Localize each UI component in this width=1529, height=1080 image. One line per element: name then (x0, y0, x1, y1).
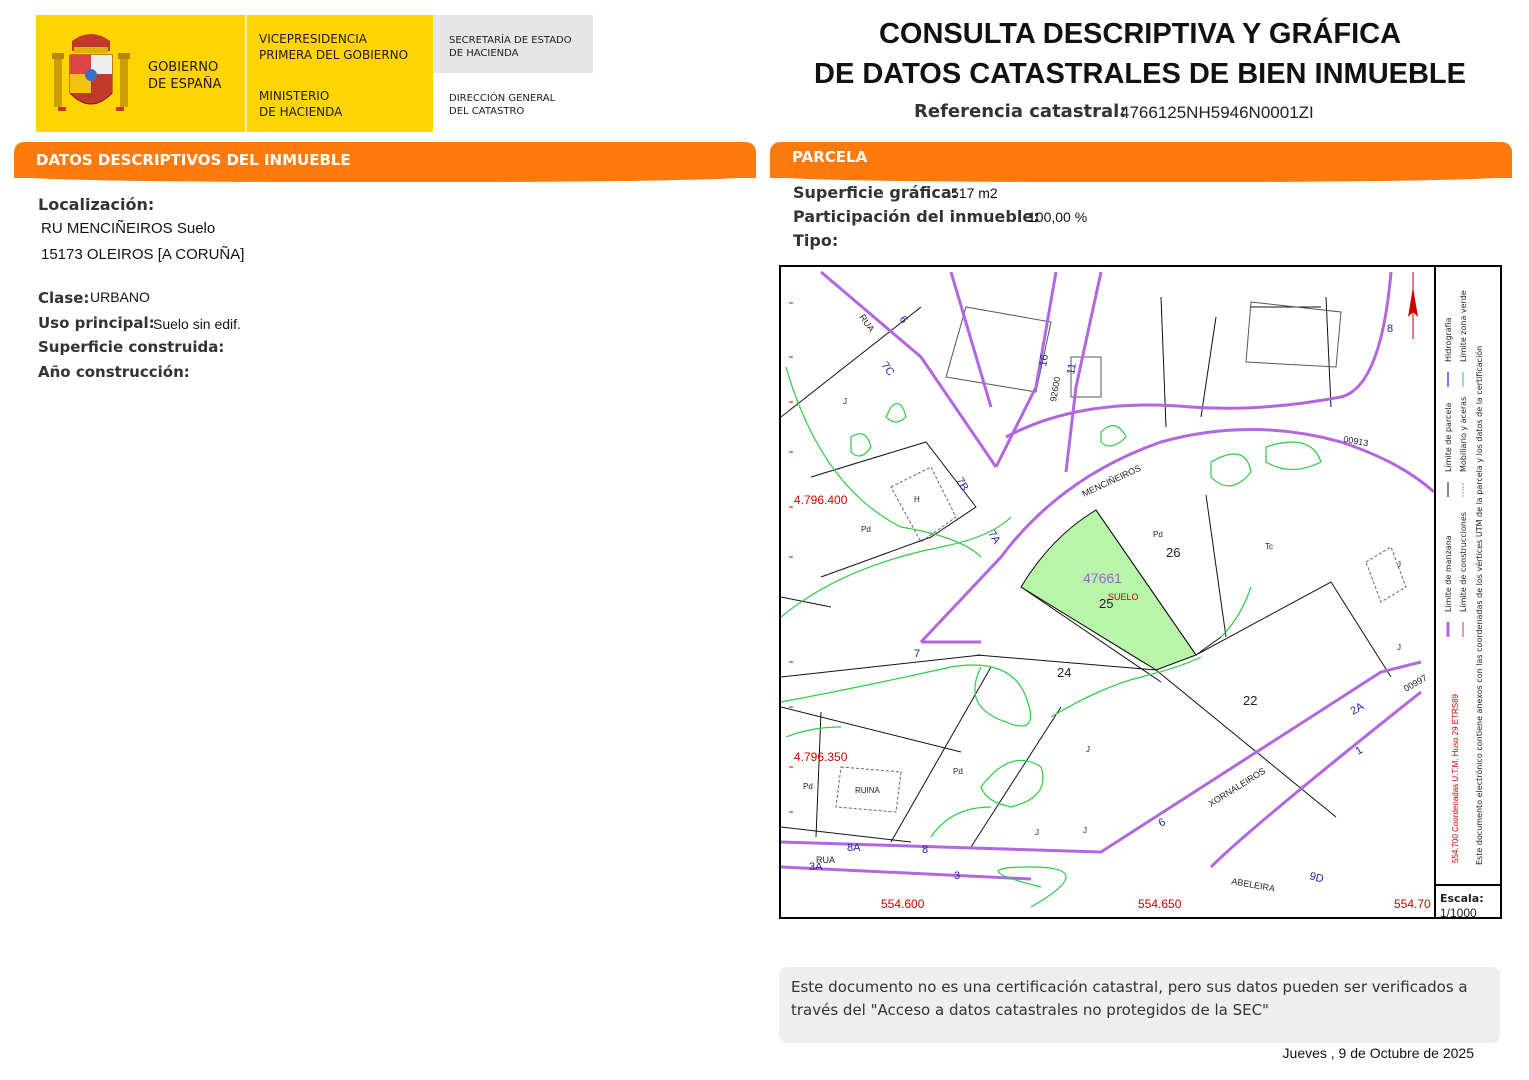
descriptivos-header (14, 142, 756, 178)
legend-coord-note: 554.700 Coordenadas U.T.M. Huso 29 ETRS89 (1451, 694, 1460, 863)
legend-limite-parcela: Límite de parcela (1444, 402, 1453, 472)
logo-divider (245, 15, 247, 132)
ministerio-text: MINISTERIO DE HACIENDA (259, 89, 343, 119)
map-small-label: Tc (1265, 542, 1273, 551)
map-small-label: J (1397, 560, 1401, 569)
map-coord-y: 4.796.400 (794, 493, 848, 507)
map-code-92600: 92600 (1048, 375, 1063, 403)
map-house-number: 8 (1387, 323, 1394, 335)
tipo-label: Tipo: (793, 231, 839, 250)
localizacion-line-1: RU MENCIÑEIROS Suelo (41, 220, 216, 237)
map-street-rua-2: RUA (816, 855, 836, 865)
scale-value: 1/1000 (1440, 906, 1477, 919)
page-title (770, 14, 1510, 94)
scale-box (1434, 884, 1500, 917)
map-small-label: J (1397, 643, 1401, 652)
map-code-00997: 00997 (1402, 672, 1429, 694)
cadastral-map[interactable] (779, 265, 1502, 919)
map-house-number: 1 (1353, 744, 1365, 758)
descriptivos-header-title: DATOS DESCRIPTIVOS DEL INMUEBLE (36, 151, 351, 169)
map-coord-y: 4.796.350 (794, 750, 848, 764)
document-date: Jueves , 9 de Octubre de 2025 (1282, 1045, 1474, 1061)
map-small-label: J (1086, 745, 1090, 754)
scale-label: Escala: (1440, 892, 1484, 905)
clase-label: Clase: (38, 289, 90, 307)
localizacion-label: Localización: (38, 195, 155, 214)
map-house-number: 11 (1065, 362, 1079, 376)
superficie-grafica-value: 517 m2 (951, 185, 998, 201)
map-house-number: 3A (809, 861, 823, 873)
map-house-number: 7A (985, 528, 1003, 547)
parcela-header-title: PARCELA (792, 148, 868, 166)
map-small-label: J (1035, 828, 1039, 837)
superficie-grafica-label: Superficie gráfica: (793, 183, 959, 202)
map-canvas[interactable] (781, 267, 1434, 917)
secretaria-text: SECRETARÍA DE ESTADO DE HACIENDA (449, 35, 572, 59)
map-house-number: 7B (953, 475, 971, 494)
north-arrow-icon (1408, 272, 1418, 339)
coat-of-arms-icon (50, 29, 132, 119)
map-street-rua-1: RUA (857, 312, 877, 334)
uso-principal-label: Uso principal: (38, 314, 155, 332)
map-small-label: J (843, 397, 847, 406)
map-small-label: Pd (803, 782, 813, 791)
uso-principal-value: Suelo sin edif. (153, 316, 241, 332)
disclaimer-box: Este documento no es una certificación catastral, pero sus datos pueden ser verificados a través del "Acceso a datos catastrales no protegidos de la SEC" (779, 967, 1500, 1043)
parcela-header (770, 142, 1512, 178)
map-parcel-id: 47661 (1083, 570, 1122, 586)
ref-label: Referencia catastral: (914, 101, 1127, 122)
map-code-00913: 00913 (1342, 434, 1370, 449)
map-legend (1434, 267, 1500, 884)
building-outlines-solid (946, 302, 1341, 397)
map-coord-x: 554.650 (1138, 897, 1182, 911)
map-house-number: 8A (847, 842, 861, 854)
map-street-abeleira: ABELEIRA (1230, 876, 1276, 894)
map-small-label: RUINA (855, 786, 880, 795)
legend-limite-manzana: Límite de manzana (1444, 535, 1453, 612)
participacion-label: Participación del inmueble: (793, 207, 1040, 226)
map-plot-25: 25 (1099, 596, 1114, 611)
legend-note: Este documento electrónico contiene anexos con las coordenadas de los vértices UTM de la parcela y los datos de la certificación (1475, 345, 1484, 865)
map-plot-24: 24 (1057, 665, 1072, 680)
map-small-label: Pd (953, 767, 963, 776)
map-street-mencineiros: MENCIÑEIROS (1080, 462, 1143, 499)
map-small-label: Pd (861, 525, 871, 534)
map-plot-22: 22 (1243, 693, 1258, 708)
map-house-number: 6 (896, 313, 910, 326)
superficie-construida-label: Superficie construida: (38, 338, 225, 356)
title-line-1: CONSULTA DESCRIPTIVA Y GRÁFICA (878, 18, 1402, 50)
map-small-label: Pd (1153, 530, 1163, 539)
clase-value: URBANO (90, 289, 150, 305)
legend-hidrografia: Hidrografía (1444, 317, 1453, 362)
map-house-number: 6 (1156, 816, 1168, 830)
ref-value: 4766125NH5946N0001ZI (1120, 103, 1314, 122)
map-parcel-use: SUELO (1108, 592, 1139, 602)
title-line-2: DE DATOS CATASTRALES DE BIEN INMUEBLE (814, 58, 1466, 90)
logo-block (36, 15, 593, 132)
legend-limite-construcciones: Límite de construcciones (1459, 512, 1468, 612)
gobierno-espana-text: GOBIERNO DE ESPAÑA (148, 60, 222, 92)
map-house-number: 3 (954, 870, 961, 882)
map-small-label: J (1083, 826, 1087, 835)
map-house-number: 9D (1308, 870, 1325, 886)
map-house-number: 8 (922, 844, 929, 856)
participacion-value: 100,00 % (1028, 209, 1088, 225)
map-coord-x: 554.600 (881, 897, 925, 911)
legend-mobiliario: Mobiliario y aceras (1459, 396, 1468, 472)
map-plot-26: 26 (1166, 545, 1181, 560)
map-street-xornaleiros: XORNALEIROS (1206, 765, 1268, 809)
map-house-number: 16 (1037, 353, 1052, 368)
legend-graphic (1436, 267, 1500, 884)
map-house-number: 7 (914, 648, 921, 660)
map-house-number: 7C (878, 359, 897, 379)
legend-zona-verde: Límite zona verde (1459, 290, 1468, 362)
vicepresidencia-text: VICEPRESIDENCIA PRIMERA DEL GOBIERNO (259, 32, 409, 62)
green-zone-boundaries (781, 367, 1321, 907)
localizacion-line-2: 15173 OLEIROS [A CORUÑA] (41, 246, 245, 263)
map-small-label: H (914, 495, 920, 504)
direccion-text: DIRECCIÓN GENERAL DEL CATASTRO (449, 93, 556, 117)
map-coord-x: 554.70 (1394, 897, 1431, 911)
map-house-number: 2A (1348, 700, 1367, 718)
anio-construccion-label: Año construcción: (38, 363, 190, 381)
